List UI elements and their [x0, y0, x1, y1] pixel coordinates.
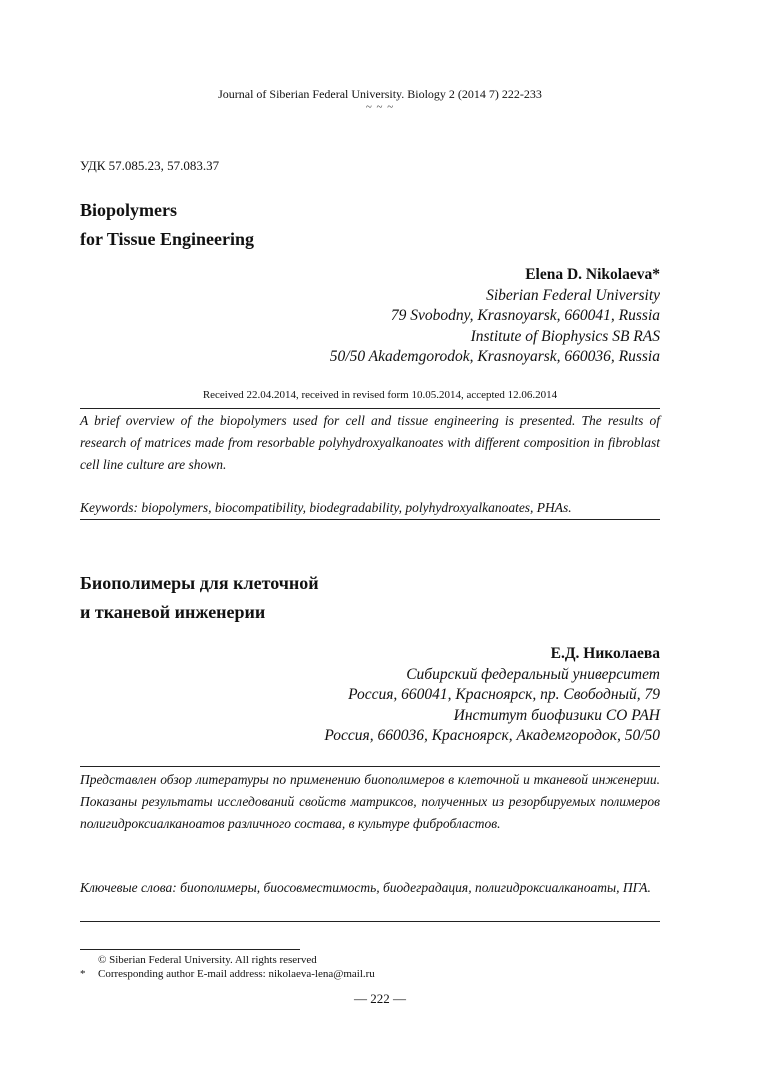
english-author: Elena D. Nikolaeva* [525, 266, 660, 283]
english-author-block [330, 265, 660, 368]
divider [80, 921, 660, 922]
footnote-marker: * [80, 968, 86, 980]
copyright-notice: © Siberian Federal University. All rights reserved [98, 954, 317, 966]
received-dates: Received 22.04.2014, received in revised form 10.05.2014, accepted 12.06.2014 [202, 389, 558, 401]
english-affiliation-4: 50/50 Akademgorodok, Krasnoyarsk, 660036, Russia [329, 348, 660, 365]
divider [80, 408, 660, 409]
russian-affiliation-4: Россия, 660036, Красноярск, Академгородок, 50/50 [324, 727, 660, 744]
english-affiliation-2: 79 Svobodny, Krasnoyarsk, 660041, Russia [390, 307, 660, 324]
english-abstract: A brief overview of the biopolymers used for cell and tissue engineering is presented. The results of research of matrices made from resorbable polyhydroxyalkanoates with different composition in fibroblast cell line culture are shown. [80, 413, 660, 472]
russian-author-block [324, 644, 660, 747]
english-title-line-1: Biopolymers [80, 200, 177, 220]
corresponding-author-note: Corresponding author E-mail address: nikolaeva-lena@mail.ru [98, 968, 375, 980]
russian-title-line-1: Биополимеры для клеточной [80, 573, 319, 593]
english-title-line-2: for Tissue Engineering [80, 229, 255, 249]
journal-header: Journal of Siberian Federal University. Biology 2 (2014 7) 222-233 [218, 87, 542, 101]
page-number: — 222 — [354, 991, 406, 1006]
russian-affiliation-2: Россия, 660041, Красноярск, пр. Свободный, 79 [348, 686, 660, 703]
header-ornament: ~ ~ ~ [365, 101, 395, 113]
english-title [80, 196, 254, 254]
russian-abstract: Представлен обзор литературы по применению биополимеров в клеточной и тканевой инженерии. Показаны результаты исследований свойств матриксов, полученных из резорбируемых полимеров полигидроксиалканоатов различного состава, в культуре фибробластов. [80, 772, 660, 831]
english-keywords: Keywords: biopolymers, biocompatibility, biodegradability, polyhydroxyalkanoates, PHAs. [80, 500, 572, 515]
russian-title-line-2: и тканевой инженерии [80, 602, 266, 622]
english-affiliation-1: Siberian Federal University [486, 286, 660, 304]
russian-affiliation-1: Сибирский федеральный университет [406, 665, 660, 683]
english-affiliation-3: Institute of Biophysics SB RAS [470, 327, 660, 345]
russian-author: Е.Д. Николаева [550, 645, 660, 662]
divider [80, 519, 660, 520]
footnote-rule [80, 949, 300, 950]
russian-affiliation-3: Институт биофизики СО РАН [453, 706, 660, 724]
udc-code: УДК 57.085.23, 57.083.37 [80, 158, 220, 173]
russian-keywords: Ключевые слова: биополимеры, биосовместимость, биодеградация, полигидроксиалканоаты, ПГА. [80, 880, 651, 895]
divider [80, 766, 660, 767]
russian-title [80, 569, 319, 627]
